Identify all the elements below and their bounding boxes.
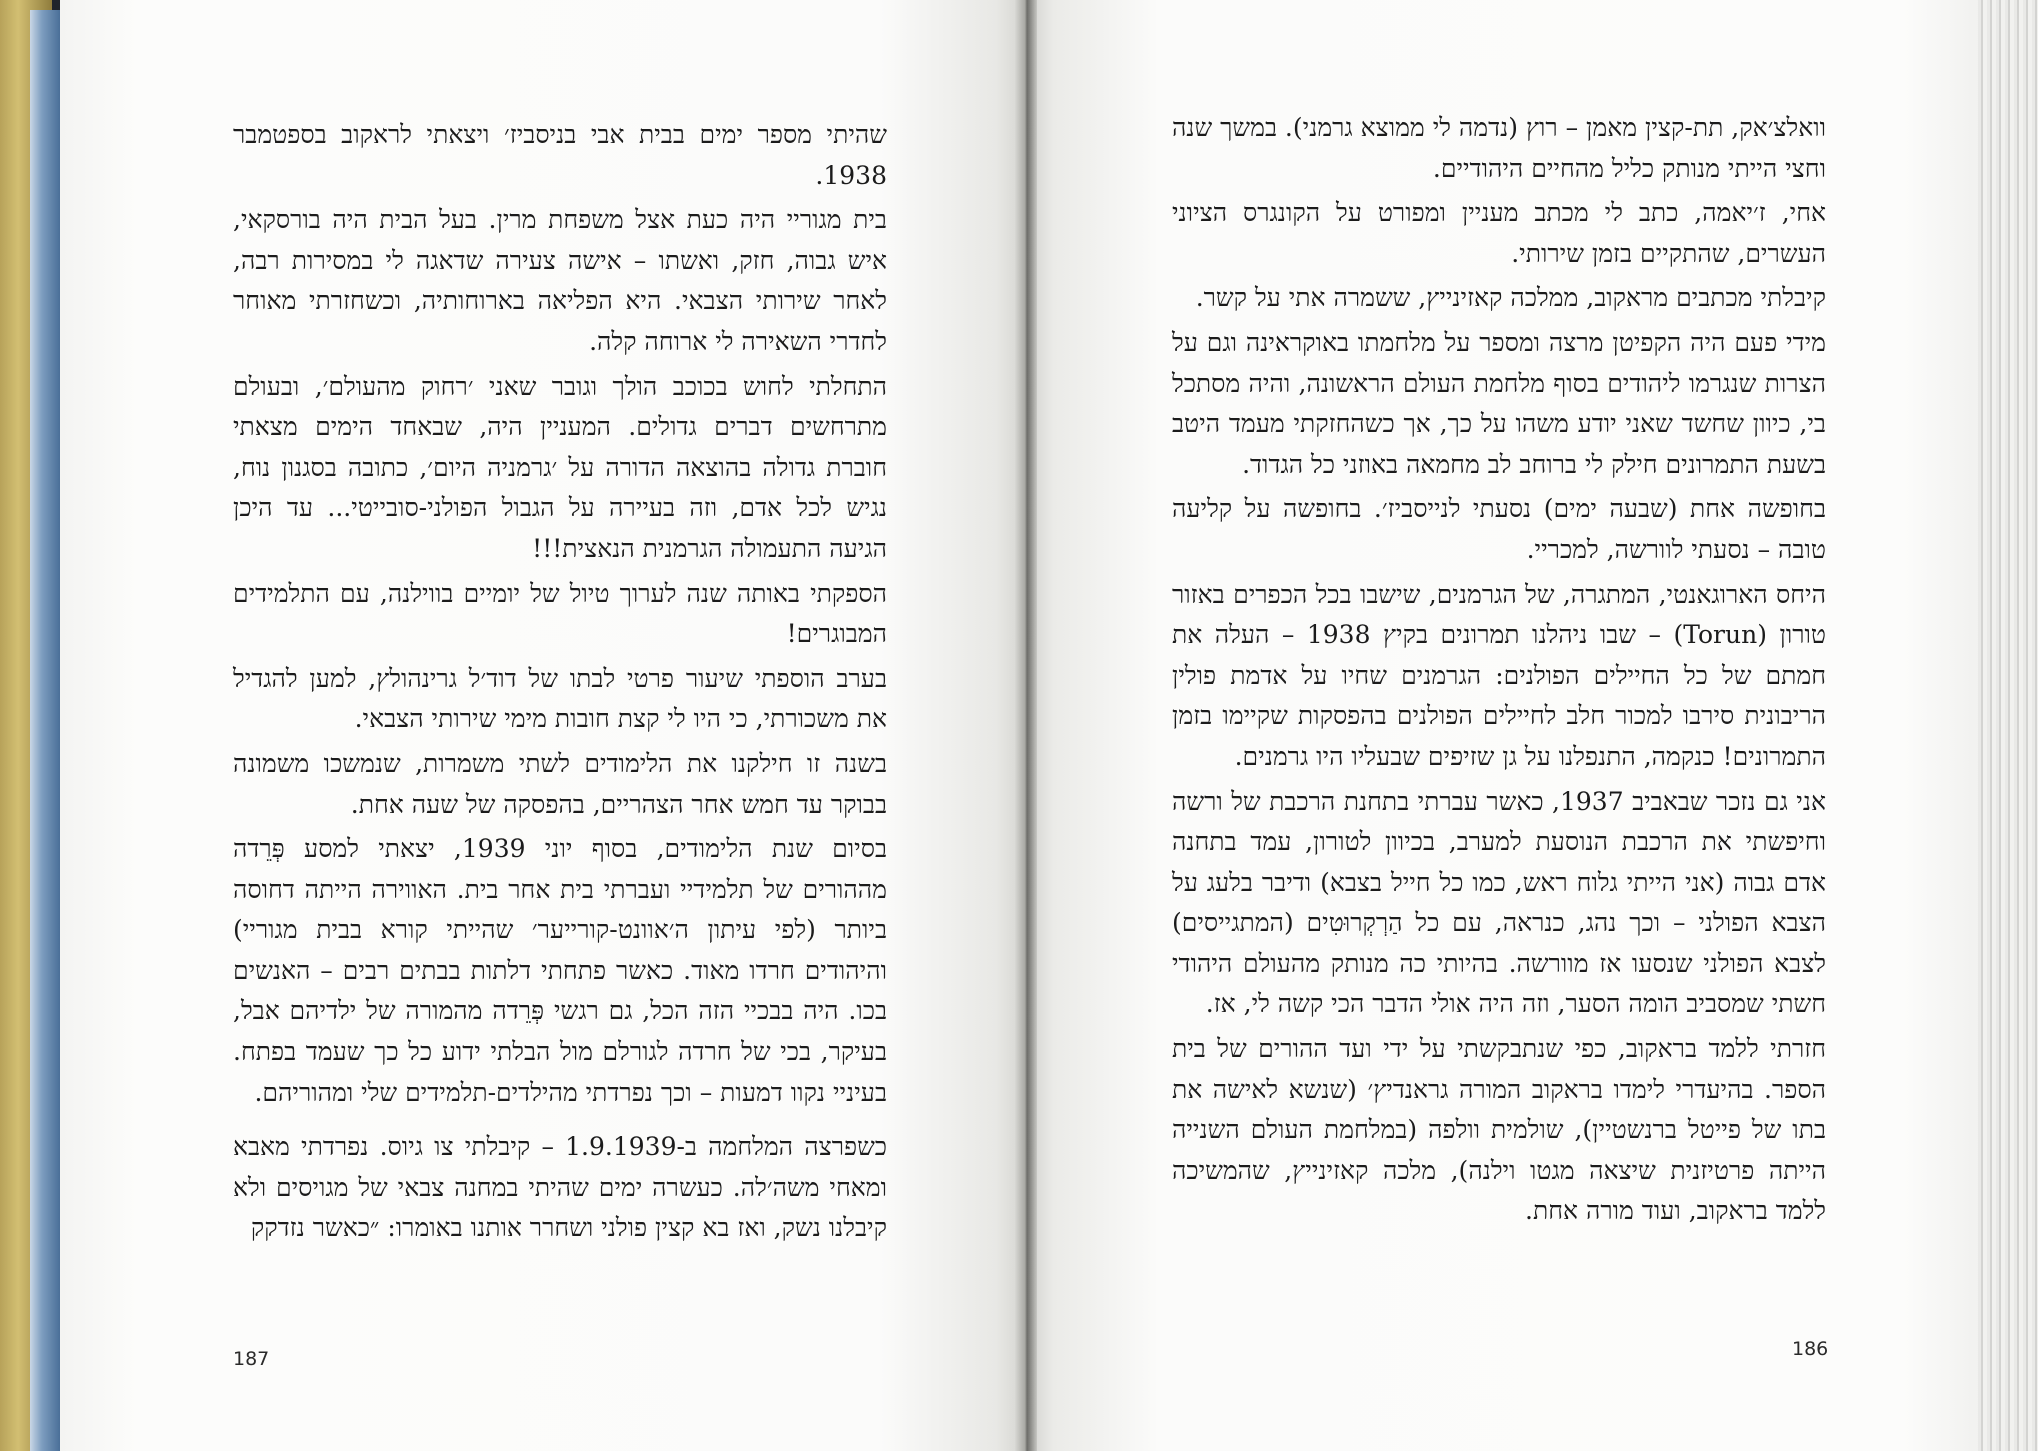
left-page-text <box>233 115 887 1253</box>
paragraph: שהיתי מספר ימים בבית אבי בניסביז׳ ויצאתי לראקוב בספטמבר 1938. <box>233 120 887 190</box>
paragraph: התחלתי לחוש בכוכב הולך וגובר שאני ׳רחוק מהעולם׳, ובעולם מתרחשים דברים גדולים. המעניין היה, שבאחד הימים מצאתי חוברת גדולה בהוצאה הדורה על ׳גרמניה היום׳, כתובה בסגנון נוח, נגיש לכל אדם, וזה בעיירה על הגבול הפולני-סובייטי... עד היכן הגיעה התעמולה הגרמנית הנאצית!!! <box>233 371 887 563</box>
paragraph: קיבלתי מכתבים מראקוב, ממלכה קאזינייץ, ששמרה אתי על קשר. <box>1195 283 1826 313</box>
paragraph: היחס הארוגאנטי, המתגרה, של הגרמנים, שישבו בכל הכפרים באזור טורון (Torun) – שבו ניהלנו תמרונים בקיץ 1938 – העלה את חמתם של כל החיילים הפולנים: הגרמנים שחיו על אדמת פולין הריבונית סירבו למכור חלב לחיילים הפולנים בהפסקות שקיימו בזמן התמרונים! כנקמה, התנפלנו על גן שזיפים שבעליו היו גרמנים. <box>1172 579 1827 771</box>
page-edges-left <box>30 10 60 1451</box>
page-number-left: 187 <box>233 1348 270 1370</box>
right-page-text <box>1172 108 1826 1236</box>
book-gutter <box>1015 0 1037 1451</box>
paragraph: כשפרצה המלחמה ב-1.9.1939 – קיבלתי צו גיוס. נפרדתי מאבא ומאחי משה׳לה. כעשרה ימים שהיתי במחנה צבאי של מגויסים ולא קיבלנו נשק, ואז בא קצין פולני ושחרר אותנו באומרו: ״כאשר נזדקק <box>233 1132 887 1243</box>
paragraph: הספקתי באותה שנה לערוך טיול של יומיים בווילנה, עם התלמידים המבוגרים! <box>233 578 887 649</box>
paragraph: בשנה זו חילקנו את הלימודים לשתי משמרות, שנמשכו משמונה בבוקר עד חמש אחר הצהריים, בהפסקה של שעה אחת. <box>233 748 887 819</box>
paragraph: בחופשה אחת (שבעה ימים) נסעתי לנייסביז׳. בחופשה על קליעה טובה – נסעתי לוורשה, למכריי. <box>1172 494 1826 564</box>
page-number-right: 186 <box>1792 1338 1829 1360</box>
paragraph: בסיום שנת הלימודים, בסוף יוני 1939, יצאתי למסע פְּרֵדה מההורים של תלמידיי ועברתי בית אחר בית. האווירה הייתה דחוסה ביותר (לפי עיתון ה׳אוונט-קורייער׳ שהייתי קורא בבית מגוריי) והיהודים חרדו מאוד. כאשר פתחתי דלתות בבתים רבים – האנשים בכו. היה בבכיי הזה הכל, גם רגשי פְּרֵדה מהמורה של ילדיהם אבל, בעיקר, בכי של חרדה לגורלם מול הבלתי ידוע כל כך שעמד בפתח. בעיניי נקוו דמעות – וכך נפרדתי מהילדים-תלמידים שלי ומהוריהם. <box>233 834 887 1107</box>
paragraph: אני גם נזכר שבאביב 1937, כאשר עברתי בתחנת הרכבת של ורשה וחיפשתי את הרכבת הנוסעת למערב, בכיוון לטורון, עמד בתחנה אדם גבוה (אני הייתי גלוח ראש, כמו כל חייל בצבא) ודיבר בלעג על הצבא הפולני – וכך נהג, כנראה, עם כל הַרְקְרוּטִים (המתגייסים) לצבא הפולני שנסעו אז מוורשה. בהיותי כה מנותק מהעולם היהודי חשתי שמסביב הומה הסער, וזה היה אולי הדבר הכי קשה לי, אז. <box>1172 786 1826 1019</box>
paragraph: בערב הוספתי שיעור פרטי לבתו של דוד׳ל גרינהולץ, למען להגדיל את משכורתי, כי היו לי קצת חובות מימי שירותי הצבאי. <box>233 663 887 734</box>
paragraph: מידי פעם היה הקפיטן מרצה ומספר על מלחמתו באוקראינה וגם על הצרות שנגרמו ליהודים בסוף מלחמת העולם הראשונה, והיה מסתכל בי, כיוון שחשד שאני יודע משהו על כך, אך כשהחזקתי מעמד היטב בשעת התמרונים חילק לי ברוחב לב מחמאה באוזני כל הגדוד. <box>1172 327 1826 479</box>
paragraph: וואלצ׳אק, תת-קצין מאמן – רוץ (נדמה לי ממוצא גרמני). במשך שנה וחצי הייתי מנותק כליל מהחיים היהודיים. <box>1171 113 1826 183</box>
page-edges-right <box>1978 0 2038 1451</box>
paragraph: חזרתי ללמד בראקוב, כפי שנתבקשתי על ידי ועד ההורים של בית הספר. בהיעדרי לימדו בראקוב המורה גראנדיץ׳ (שנשא לאישה את בתו של פייטל ברנשטיין), שולמית וולפה (במלחמת העולם השנייה הייתה פרטיזנית שיצאה מגטו וילנה), מלכה קאזינייץ, שהמשיכה ללמד בראקוב, ועוד מורה אחת. <box>1172 1034 1826 1226</box>
paragraph: אחי, ז׳יאמה, כתב לי מכתב מעניין ומפורט על הקונגרס הציוני העשרים, שהתקיים בזמן שירותי. <box>1172 198 1826 268</box>
paragraph: בית מגוריי היה כעת אצל משפחת מרין. בעל הבית היה בורסקאי, איש גבוה, חזק, ואשתו – אישה צעירה שדאגה לי במסירות רבה, לאחר שירותי הצבאי. היא הפליאה בארוחותיה, וכשחזרתי מאוחר לחדרי השאירה לי ארוחה קלה. <box>233 205 887 356</box>
